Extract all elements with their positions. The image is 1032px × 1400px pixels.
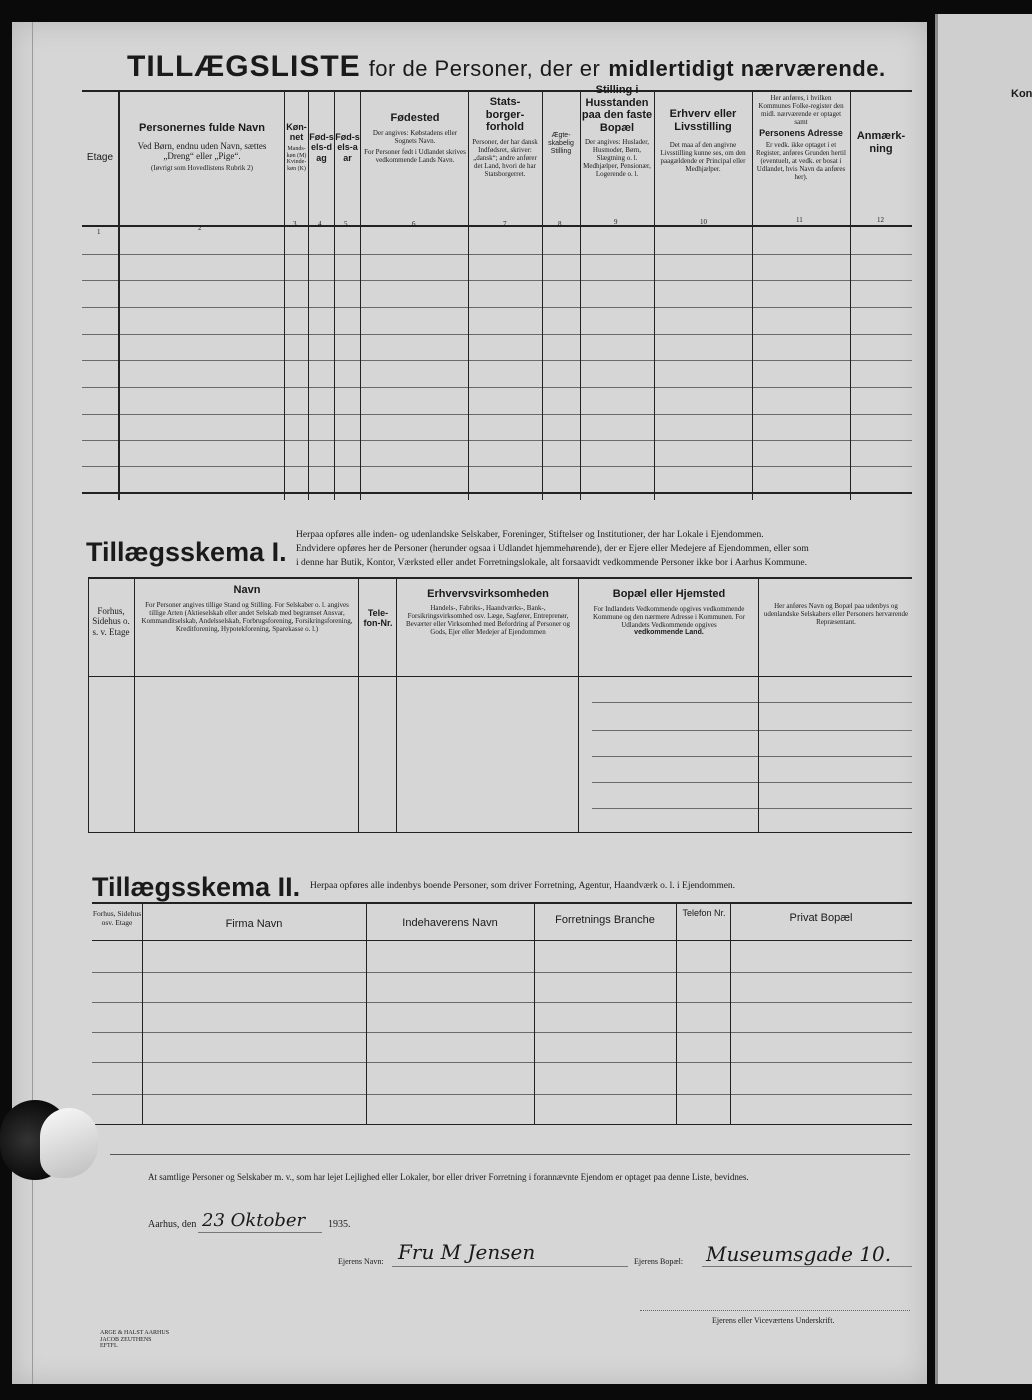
title-bold: midlertidigt nærværende. [608,56,886,81]
title-rest: for de Personer, der er [368,56,601,81]
footer-city: Aarhus, den [148,1219,197,1230]
skema1-col-residence-bold: vedkommende Land. [634,628,704,636]
skema1-col-name-desc: For Personer angives tillige Stand og Stilling. For Selskaber o. l. angives tillige Arten (Aktieselskab eller andet Selskab med begrænset Ansvar, Kommanditselskab, Andelsselskab, Forbrugsforening, Forsikringsforening, Kreditforening, Hypotekforening, Sparekasse o. l.) [141,600,353,633]
col-birthplace-desc: Der angives: Købstadens eller Sognets Navn. [372,128,458,145]
skema2-col-etage: Forhus, Sidehus osv. Etage [92,909,142,927]
col-address-title: Personens Adresse [759,128,843,139]
adjacent-page [935,14,1032,1384]
skema2-col-branch: Forretnings Branche [555,914,655,926]
skema1-col-phone: Tele-fon-Nr. [363,608,393,629]
col-household-title: Stilling i Husstanden paa den faste Bopæl [581,84,653,134]
col-num-6: 6 [412,220,416,228]
col-marital: Ægte-skabelig Stilling [548,132,574,156]
skema1-col-residence [582,588,756,637]
col-etage: Etage [86,152,114,163]
skema1-col-etage: Forhus, Sidehus o. s. v. Etage [92,606,130,637]
skema2-col-firm: Firma Navn [225,918,283,930]
skema1-col-residence-title: Bopæl eller Hjemsted [612,588,726,600]
col-gender [285,122,308,173]
col-num-8: 8 [558,220,562,228]
col-num-3: 3 [293,220,297,228]
footer-year: 1935. [328,1219,351,1230]
skema1-intro-3: i denne har Butik, Kontor, Værksted eller andet Forretningslokale, alt forsaavidt vedkommende Personer ikke bor i Aarhus Kommune. [296,557,808,568]
col-address-desc: Er vedk. ikke optaget i et Register, anføres Grunden hertil (eventuelt, at vedk. er bosat i Udlandet, hvis Navn da anføres her). [756,140,846,181]
col-name-desc: Ved Børn, endnu uden Navn, sættes „Dreng“ eller „Pige“. [137,140,267,161]
footer-declaration: At samtlige Personer og Selskaber m. v., som har lejet Lejlighed eller Lokaler, bor eller driver Forretning i forannævnte Ejendom er optaget paa denne Liste, bevidnes. [148,1172,749,1182]
col-birthplace-desc2: For Personer født i Udlandet skrives vedkommende Lands Navn. [364,147,466,164]
skema1-intro-2: Endvidere opføres her de Personer (herunder ogsaa i Udlandet hjemmehørende), der er Ejere eller Medejere af Ejendommen, eller som [296,543,809,554]
col-citizenship-title: Stats-borger-forhold [485,96,525,134]
col-citizenship [470,96,540,178]
col-birthplace-title: Fødested [390,112,440,124]
skema1-col-residence-desc: For Indlandets Vedkommende opgives vedkommende Kommune og den nærmere Adresse i Kommunen. For Udlandets Vedkommende opgives [592,604,746,629]
col-household-desc: Der angives: Huslader, Husmoder, Børn, Slægtning o. l. Medhjælper, Pensionær, Logerende o. l. [583,137,651,178]
skema1-col-representative: Her anføres Navn og Bopæl paa udenbys og udenlandske Selskabers eller Personers herværende Repræsentant. [763,602,909,627]
skema1-intro [296,529,916,570]
skema1-intro-1: Herpaa opføres alle inden- og udenlandske Selskaber, Foreninger, Stiftelser og Institutioner, der har Lokale i Ejendommen. [296,530,764,540]
skema1-col-name [138,584,356,633]
title-word: TILLÆGSLISTE [127,50,361,83]
skema2-intro: Herpaa opføres alle indenbys boende Personer, som driver Forretning, Agentur, Haandværk o. l. i Ejendommen. [310,881,736,891]
owner-address-handwritten: Museumsgade 10. [706,1242,892,1266]
skema2-col-private: Privat Bopæl [789,912,853,924]
col-remarks: Anmærk-ning [856,130,906,155]
skema1-col-business-title: Erhvervsvirksomheden [427,588,549,600]
col-citizenship-desc: Personer, der har dansk Indfødsret, skriver: „dansk“; andre anfører det Land, hvori de har Statsborgerret. [472,137,538,179]
col-gender-desc: Mands-køn (M) Kvinde-køn (K) [286,145,307,173]
owner-name-handwritten: Fru M Jensen [398,1240,536,1264]
skema2-title: Tillægsskema II. [92,872,301,902]
printer-mark: ARGE & HALST AARHUS JACOB ZEUTHENS EFTFL [100,1330,170,1350]
signature-label: Ejerens eller Viceværtens Underskrift. [712,1316,835,1325]
skema1-title: Tillægsskema I. [86,537,287,567]
skema2-col-phone: Telefon Nr. [682,908,726,918]
col-num-4: 4 [318,220,322,228]
col-address [754,94,848,181]
skema1-col-business [400,588,576,636]
adjacent-page-fragment: Kon [1011,88,1032,100]
col-num-5: 5 [344,220,348,228]
col-birthyear: Fød-sels-aar [335,132,360,163]
col-name [122,122,282,172]
document-page [12,22,927,1384]
col-birthplace [364,112,466,164]
col-num-12: 12 [877,216,884,224]
skema1-col-name-title: Navn [233,584,261,596]
col-occupation-title: Erhverv eller Livsstilling [669,108,737,133]
footer-date-handwritten: 23 Oktober [202,1210,306,1231]
col-birthday: Fød-sels-dag [309,132,334,163]
col-num-11: 11 [796,216,803,224]
col-num-10: 10 [700,218,707,226]
col-gender-title: Køn-net [286,122,307,143]
skema2-col-owner: Indehaverens Navn [402,917,498,929]
col-occupation-desc: Det maa af den angivne Livsstilling kunne ses, om den paagældende er Principal eller Medhjælper. [660,141,746,174]
col-num-7: 7 [503,220,507,228]
owner-address-label: Ejerens Bopæl: [634,1257,684,1266]
col-household [581,84,653,178]
col-num-9: 9 [614,218,618,226]
col-occupation [656,108,750,173]
owner-name-label: Ejerens Navn: [338,1257,384,1266]
col-address-pre: Her anføres, i hvilken Kommunes Folke-register den midl. nærværende er optaget samt [758,94,844,127]
skema1-col-business-desc: Handels-, Fabriks-, Haandværks-, Bank-, Forsikringsvirksomhed osv. Læge, Sagfører, Entreprenør, Beværter eller Virksomhed med Befordring af Personer og Gods, Ejer eller Medejer af Ejendommen [405,603,571,636]
col-num-2: 2 [198,224,202,232]
col-name-title: Personernes fulde Navn [139,122,265,134]
list-title [127,50,886,84]
col-name-desc2: (Iøvrigt som Hovedlistens Rubrik 2) [151,164,253,173]
col-num-1: 1 [97,228,101,236]
